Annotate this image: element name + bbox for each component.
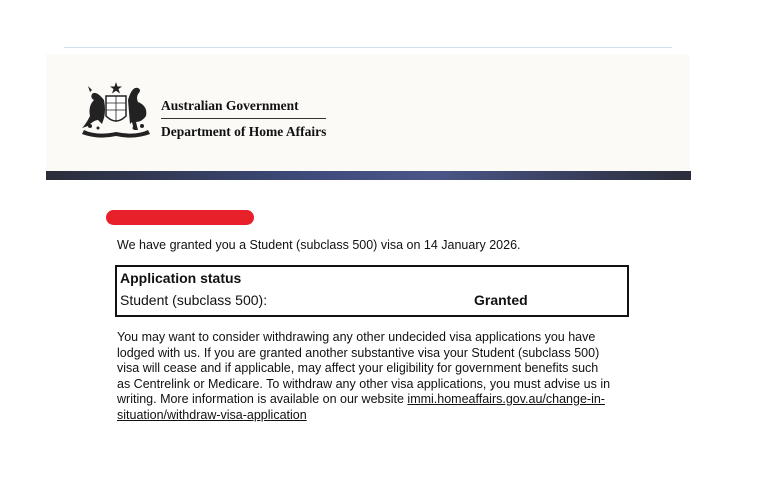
grant-sentence: We have granted you a Student (subclass 500) visa on 14 January 2026. (117, 238, 521, 252)
application-status-box (115, 265, 629, 317)
header-accent-bar (46, 171, 691, 180)
status-value: Granted (474, 292, 528, 308)
coat-of-arms-icon (76, 80, 156, 140)
government-name: Australian Government (161, 98, 326, 119)
letter-header (46, 54, 690, 172)
info-line-with-link (117, 392, 637, 408)
info-line: You may want to consider withdrawing any other undecided visa applications you have (117, 330, 596, 344)
info-line: visa will cease and if applicable, may affect your eligibility for government benefits such (117, 361, 599, 375)
withdraw-visa-link[interactable]: immi.homeaffairs.gov.au/change-in- (407, 392, 605, 406)
info-line-link-continued (117, 408, 637, 424)
withdraw-visa-link-continued[interactable]: situation/withdraw-visa-application (117, 407, 307, 422)
redacted-name-bar (106, 210, 254, 225)
visa-subclass-label: Student (subclass 500): (120, 292, 268, 308)
withdrawal-info-paragraph (117, 330, 637, 423)
info-line: lodged with us. If you are granted another substantive visa your Student (subclass 500) (117, 345, 600, 360)
department-name: Department of Home Affairs (161, 124, 327, 139)
status-box-title: Application status (120, 270, 242, 286)
info-line: as Centrelink or Medicare. To withdraw any other visa applications, you must advise us in (117, 376, 611, 391)
top-divider (64, 47, 672, 48)
info-line: writing. More information is available on our website (117, 392, 408, 406)
